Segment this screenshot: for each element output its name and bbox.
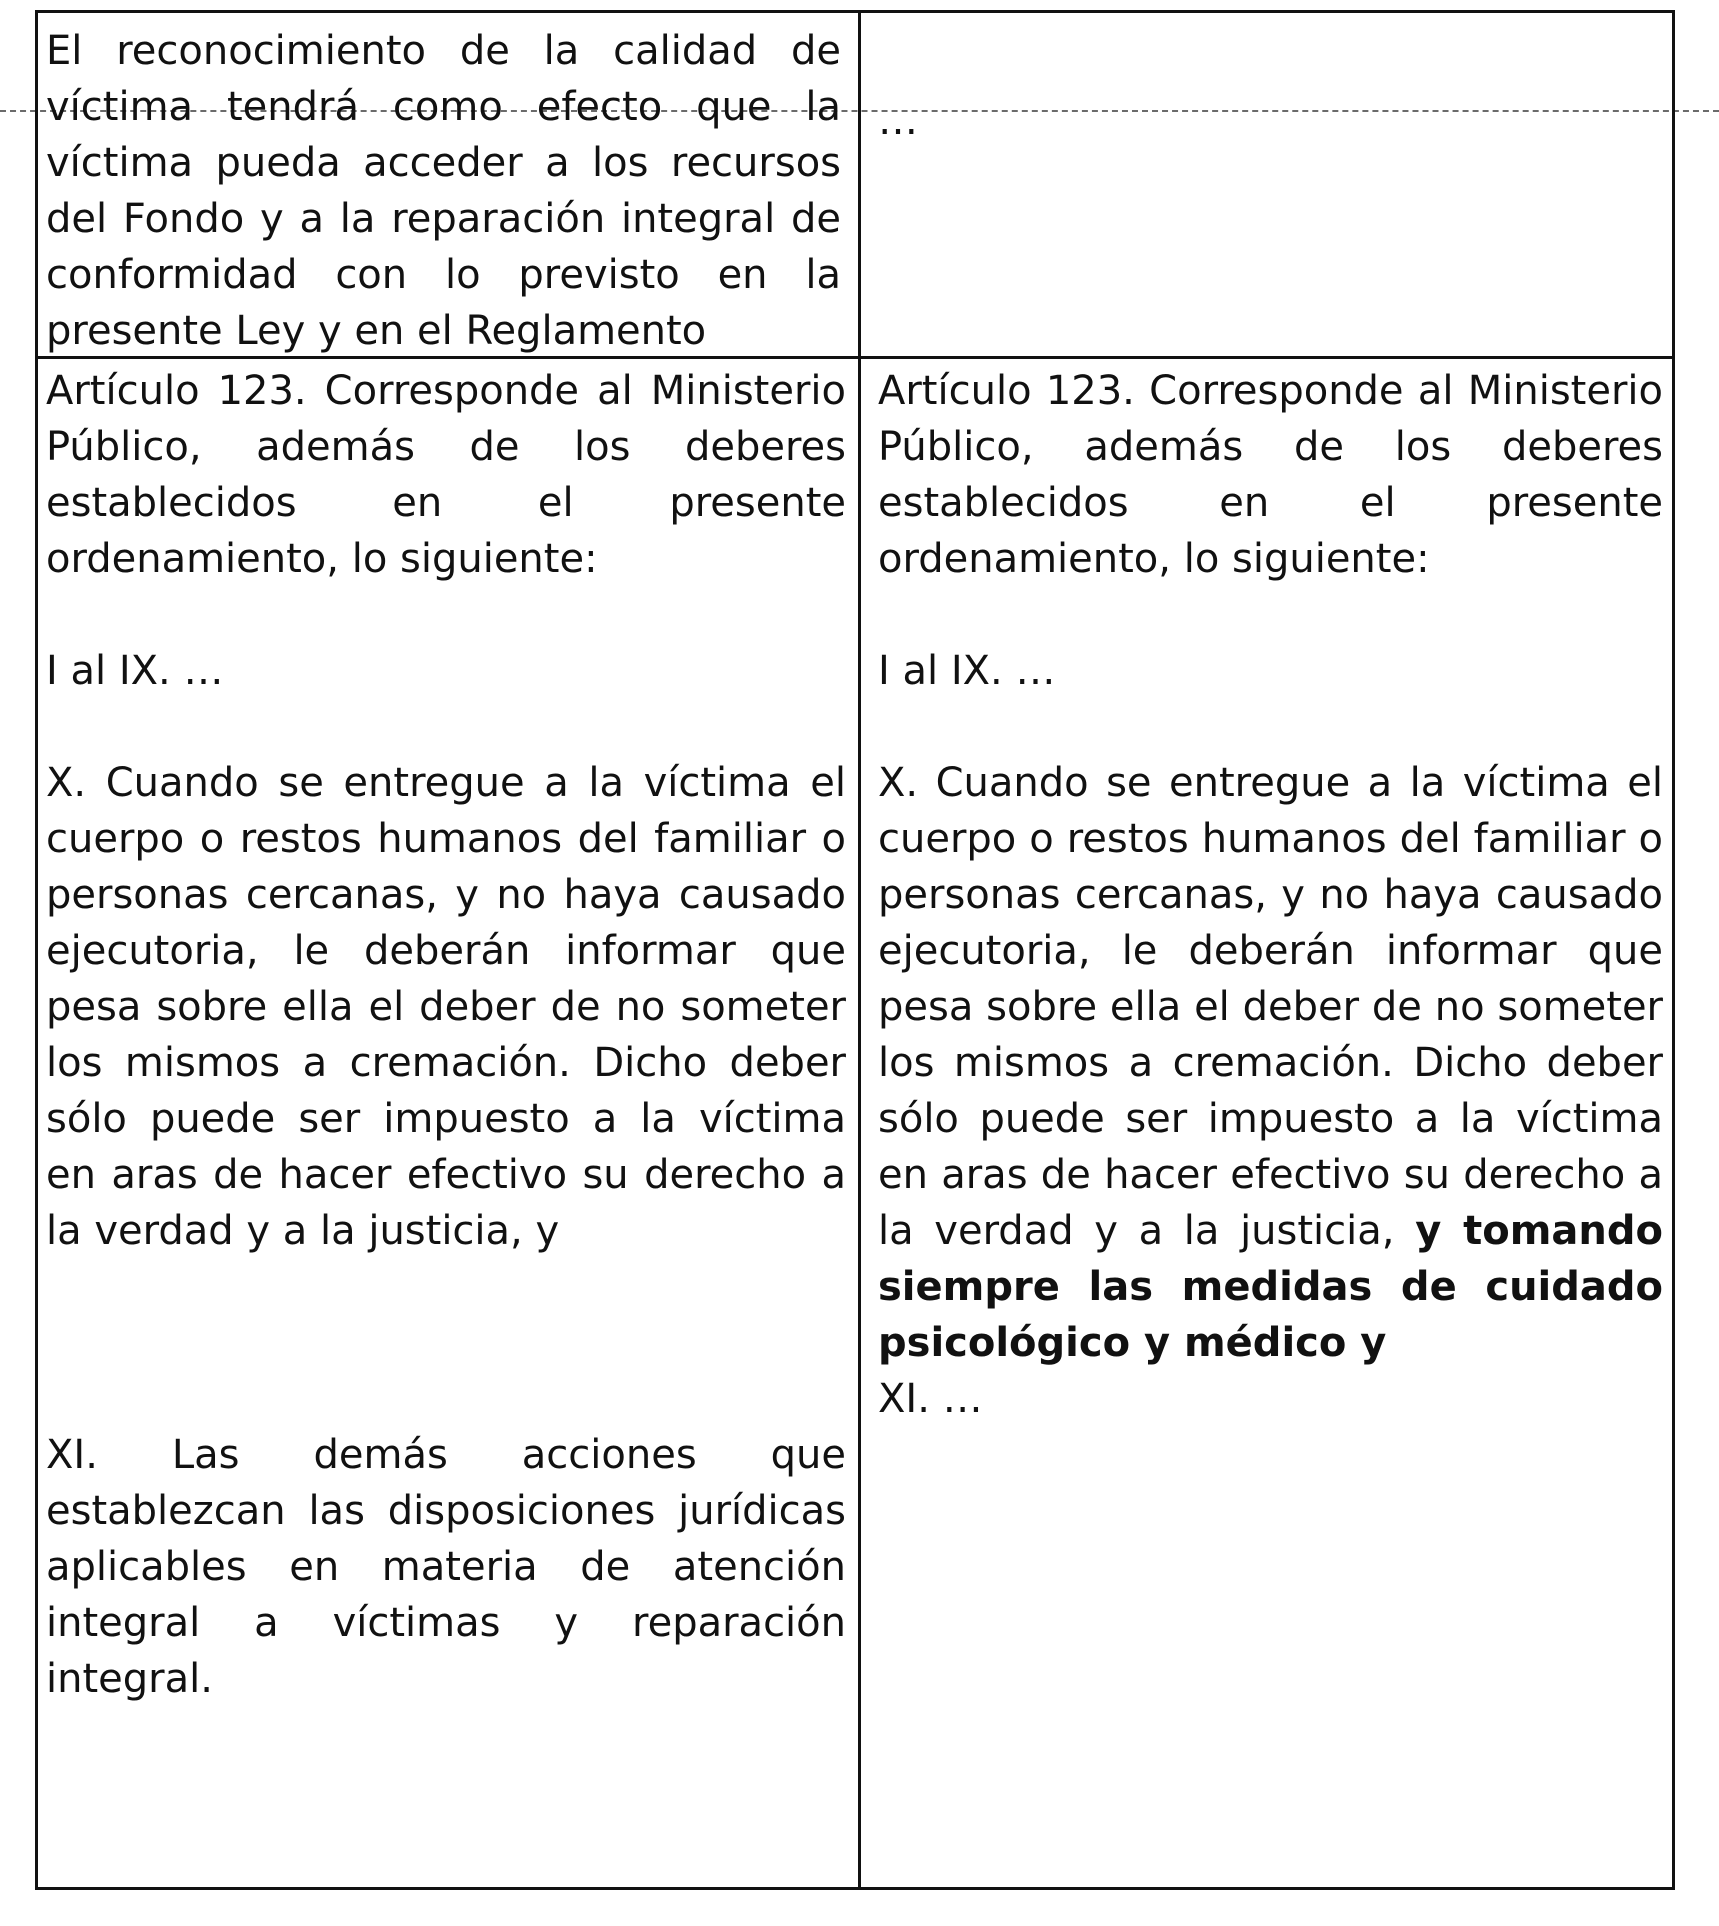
right-items-i-ix: I al IX. …	[878, 648, 1056, 694]
right-item-x	[878, 755, 1663, 1371]
right-item-xi: XI. …	[878, 1376, 983, 1422]
row1-right-ellipsis: …	[878, 98, 918, 144]
cell-row2-right	[878, 363, 1663, 1427]
left-item-x: X. Cuando se entregue a la víctima el cuerpo o restos humanos del familiar o personas cercanas, y no haya causado ejecutoria, le deberán informar que pesa sobre ella el deber de no someter los mismos a cremación. Dicho deber sólo puede ser impuesto a la víctima en aras de hacer efectivo su derecho a la verdad y a la justicia, y	[46, 760, 846, 1254]
left-item-xi: XI. Las demás acciones que establezcan las disposiciones jurídicas aplicables en materia de atención integral a víctimas y reparación integral.	[46, 1432, 846, 1702]
right-item-x-plain: X. Cuando se entregue a la víctima el cuerpo o restos humanos del familiar o personas cercanas, y no haya causado ejecutoria, le deberán informar que pesa sobre ella el deber de no someter los mismos a cremación. Dicho deber sólo puede ser impuesto a la víctima en aras de hacer efectivo su derecho a la verdad y a la justicia,	[878, 760, 1663, 1254]
left-spacer	[46, 1259, 846, 1427]
left-items-i-ix: I al IX. …	[46, 648, 224, 694]
cell-row2-left	[46, 363, 846, 1707]
cell-row1-left	[46, 23, 841, 359]
cell-row1-right	[878, 93, 1658, 149]
comparison-table	[35, 10, 1675, 1890]
left-article-intro: Artículo 123. Corresponde al Ministerio Público, además de los deberes establecidos en el presente ordenamiento, lo siguiente:	[46, 368, 846, 582]
row1-left-text: El reconocimiento de la calidad de víctima tendrá como efecto que la víctima pueda acceder a los recursos del Fondo y a la reparación integral de conformidad con lo previsto en la presente Ley y en el Reglamento	[46, 28, 841, 354]
right-item-x-added-text: y tomando siempre las medidas de cuidado psicológico y médico y	[878, 1208, 1663, 1366]
column-divider	[858, 13, 861, 1887]
right-article-intro: Artículo 123. Corresponde al Ministerio Público, además de los deberes establecidos en el presente ordenamiento, lo siguiente:	[878, 368, 1663, 582]
